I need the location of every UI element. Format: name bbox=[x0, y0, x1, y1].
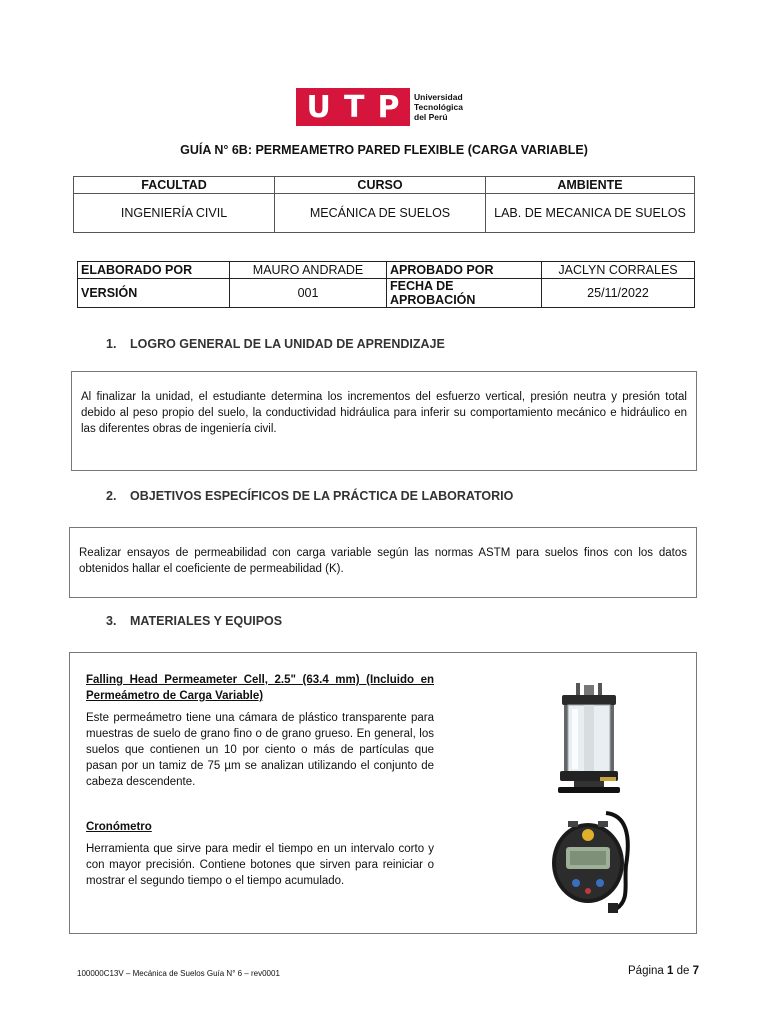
table-row bbox=[74, 194, 695, 233]
page-current: 1 bbox=[667, 965, 674, 977]
logo-line-2: Tecnológica bbox=[414, 102, 463, 112]
equipment-title: Cronómetro bbox=[86, 821, 152, 833]
header-ambiente: AMBIENTE bbox=[486, 177, 695, 194]
logo-line-1: Universidad bbox=[414, 92, 463, 102]
section-title: MATERIALES Y EQUIPOS bbox=[130, 614, 283, 628]
logro-text: Al finalizar la unidad, el estudiante determina los incrementos del esfuerzo vertical, presión neutra y presión total debido al peso propio del suelo, la conductividad hidráulica para inferir su comportamiento mecánico e hidráulico en las diferentes obras de ingeniería civil. bbox=[81, 391, 687, 435]
value-aprobado: JACLYN CORRALES bbox=[542, 262, 695, 279]
header-facultad: FACULTAD bbox=[74, 177, 275, 194]
section-3-heading bbox=[106, 614, 282, 628]
equipment-item bbox=[86, 672, 434, 790]
logo-letter-p: P bbox=[377, 89, 400, 125]
page-word: Página bbox=[628, 965, 664, 977]
value-version: 001 bbox=[230, 279, 387, 308]
label-aprobado: APROBADO POR bbox=[387, 262, 542, 279]
permeameter-image bbox=[554, 683, 624, 795]
document-title: GUÍA N° 6B: PERMEAMETRO PARED FLEXIBLE (CARGA VARIABLE) bbox=[180, 143, 588, 157]
objetivos-box bbox=[69, 527, 697, 598]
section-number: 2. bbox=[106, 489, 117, 503]
header-curso: CURSO bbox=[275, 177, 486, 194]
value-curso: MECÁNICA DE SUELOS bbox=[275, 194, 486, 233]
logo-mark bbox=[296, 88, 410, 126]
utp-logo bbox=[296, 88, 463, 126]
table-row bbox=[78, 279, 695, 308]
value-facultad: INGENIERÍA CIVIL bbox=[74, 194, 275, 233]
logo-letter-t: T bbox=[343, 89, 365, 125]
logo-letter-u: U bbox=[306, 89, 331, 125]
equipment-description: Este permeámetro tiene una cámara de plástico transparente para muestras de suelo de grano fino o de grano grueso. En general, los suelos que contienen un 10 por ciento o más de partículas que pasan por un tamiz de 75 µm se analizan utilizando el conjunto de cabeza descendente. bbox=[86, 712, 434, 788]
logo-wordmark bbox=[414, 92, 463, 122]
table-row bbox=[78, 262, 695, 279]
page-of: de bbox=[676, 965, 690, 977]
equipment-item bbox=[86, 819, 434, 889]
section-title: LOGRO GENERAL DE LA UNIDAD DE APRENDIZAJE bbox=[130, 337, 445, 351]
value-fecha: 25/11/2022 bbox=[542, 279, 695, 308]
equipment-description: Herramienta que sirve para medir el tiempo en un intervalo corto y con mayor precisión. Contiene botones que sirven para reiniciar o mostrar el segundo tiempo o el tiempo acumulado. bbox=[86, 843, 434, 887]
logo-line-3: del Perú bbox=[414, 112, 448, 122]
footer-document-code: 100000C13V – Mecánica de Suelos Guía N° 6 – rev0001 bbox=[77, 969, 280, 978]
section-number: 1. bbox=[106, 337, 117, 351]
section-2-heading bbox=[106, 489, 513, 503]
label-fecha: FECHA DE APROBACIÓN bbox=[387, 279, 542, 308]
section-number: 3. bbox=[106, 614, 117, 628]
logro-box bbox=[71, 371, 697, 471]
label-elaborado: ELABORADO POR bbox=[78, 262, 230, 279]
course-info-table bbox=[73, 176, 695, 233]
approval-table bbox=[77, 261, 695, 308]
objetivos-text: Realizar ensayos de permeabilidad con carga variable según las normas ASTM para suelos finos con los datos obtenidos hallar el coeficiente de permeabilidad (K). bbox=[79, 547, 687, 575]
value-elaborado: MAURO ANDRADE bbox=[230, 262, 387, 279]
section-1-heading bbox=[106, 337, 445, 351]
section-title: OBJETIVOS ESPECÍFICOS DE LA PRÁCTICA DE LABORATORIO bbox=[130, 489, 514, 503]
stopwatch-image bbox=[546, 805, 636, 915]
footer-page-number bbox=[628, 965, 699, 977]
label-version: VERSIÓN bbox=[78, 279, 230, 308]
page-total: 7 bbox=[692, 965, 700, 977]
value-ambiente: LAB. DE MECANICA DE SUELOS bbox=[486, 194, 695, 233]
equipment-box bbox=[69, 652, 697, 934]
equipment-title: Falling Head Permeameter Cell, 2.5" (63.4 mm) (Incluido en Permeámetro de Carga Variable) bbox=[86, 674, 434, 702]
table-header-row bbox=[74, 177, 695, 194]
